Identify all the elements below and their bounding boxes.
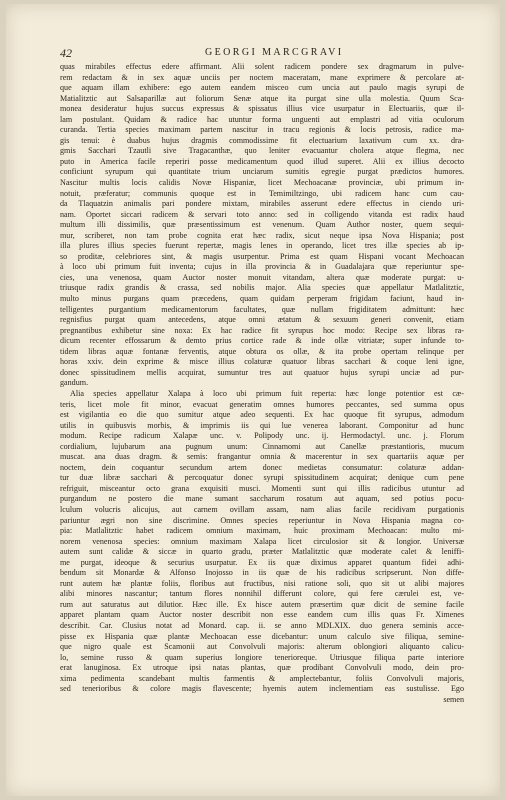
text-line: apparet plantam quam Auctor noster describit non esse eandem cum illis quas Fr. Ximenes [60, 610, 464, 620]
text-line: lculum volucris alicujus, aut carnem ovillam assam, nam alias facile recidivam purgationis [60, 504, 464, 514]
text-line: purgandum ne postero die mane sumant saccharum rosatum aut aquam, sed potius pocu- [60, 494, 464, 504]
text-line: pariuntur ægri non sine discrimine. Omnes species reperiuntur in Nova Hispania magna co- [60, 515, 464, 525]
text-line: Nascitur multis locis calidis Novæ Hispaniæ, licet Mechoacanæ provinciæ, ubi primum in- [60, 178, 464, 188]
text-line: multum illi dissimilis, quæ præsentissimum est venenum. Quam Author noster, quem sequi- [60, 220, 464, 230]
text-line: pisse ex Hispania quæ plantæ Mechoacan esse dicebantur: unum calculo sive filiqua, semine- [60, 631, 464, 641]
text-line: lam postulant. Quidam & radice hac utuntur forma unguenti aut emplastri ad vitia oculorum [60, 114, 464, 124]
text-line: monea desideratur hujus succus expressus & spissatus illius vice usurpatur in Electuariis, quæ il- [60, 104, 464, 114]
text-line: Alia species appellatur Xalapa à loco ubi primum fuit reperta: hæc longe potentior est cæ- [70, 388, 464, 398]
text-line: pia: Matlalitztic habet radicem omnium maximam, huic proximam Mechoacan: multo mi- [60, 526, 464, 536]
text-line: runt autem hæ plantæ foliis, floribus aut fructibus, nisi ratione soli, quo sit ut alibi majores [60, 578, 464, 588]
text-line: lo, semine russo & quam superius longiore tenerioreque. Utriusque filiqua parte interiore [60, 652, 464, 662]
text-line: illa plures illius species fuerunt repertæ, magis lenes in operando, licet tres illæ species ab ip- [60, 241, 464, 251]
text-line: tidem libras aquæ fontanæ ferventis, atque obtura os ollæ, & ita probe opertam relinque per [60, 346, 464, 356]
text-line: regnisfius purgat quam antecedens, atque omni ætatum & sexuum generi convenit, etiam [60, 315, 464, 325]
text-line: noctem, dein coquantur secundum artem donec medietas consumatur: colaturæ addan- [60, 462, 464, 472]
text-line: cies, una venenosa, quam Auctor noster monuit vitandam, altera quæ moderate purgat: u- [60, 272, 464, 282]
text-line: donec spissitudinem mellis acquirat, sumuntur tres aut quatuor hujus syrupi unciæ ad pur- [60, 367, 464, 377]
text-line: pregnantibus exhibetur sine noxa: Ex hac radice fit syrupus hoc modo: Recipe sex libras ra- [60, 325, 464, 335]
paragraph [60, 389, 464, 695]
text-line: à loco ubi primum fuit inventa; cujus in illa provincia & in Guadalajara quæ reperiuntur spe- [60, 262, 464, 272]
paragraph [60, 62, 464, 389]
book-page [6, 4, 500, 796]
text-line: que nigro quale est Scamonii aut Convolvuli majoris: alterum oblongiori aliquanto calicu- [60, 642, 464, 652]
text-line: puto in America facile reperiri posse medicamentum quod illud superet. Alii ex illius decocto [60, 156, 464, 166]
text-line: refriguit, misceantur octo grana exquisiti musci. Momenti sunt qui illis radicibus utuntur ad [60, 483, 464, 493]
text-line: rem redactam & in sex aquæ unciis per noctem maceratam, mane exprimere & percolare at- [60, 72, 464, 82]
text-line: alibi minores nascantur; tantum flores nonnihil differunt colore, qui fere cærulei est, ve- [60, 589, 464, 599]
text-line: curanda. Tertia species maximam partem nascitur in tracu regionis & locis petrosis, radice ma- [60, 125, 464, 135]
text-line: describit. Car. Clusius notat ad Monard. cap. ii. se anno MDLXIX. duo genera seminis acce- [60, 620, 464, 630]
text-line: gmis Sacchari Tzautli sive Tragacanthæ, quo leniter evacuantur cholera atque flegma, nec [60, 146, 464, 156]
text-line: triusque radix grandis & crassa, sed nobilis major. Alia species quæ appellatur Matlalitztic, [60, 283, 464, 293]
page-number: 42 [60, 46, 72, 60]
text-line: norem venenosa species: omnium maximam Xalapa licet circulosior sit & longior. Universæ [60, 536, 464, 546]
text-line: me purgat, ideoque & securius usurpatur. Ex iis quæ diximus apparet quantum fidei adhi- [60, 557, 464, 567]
text-line: teris, licet mole fit minor, evacuat generatim omnes humores peccantes, sed summa opus [60, 399, 464, 409]
text-line: gandum. [60, 378, 89, 388]
text-line: autem sunt calidæ & siccæ in quarto gradu, præter Matlalitztic quæ moderate calet & leniffi- [60, 547, 464, 557]
text-line: rum aut saturatus aut dilutior. Hæc ille. Ex hisce autem præsertim quæ dicit de semine facile [60, 599, 464, 609]
text-line: est vigilantia eo die quo sumitur atque adeo sequenti. Ex hac quoque fit syrupus, admodum [60, 410, 464, 420]
text-line: dicum recenter effossarum & demto prius cortice rade & inde ollæ vitriatæ; super infunde to- [60, 336, 464, 346]
text-line: gis tenui: è duabus hujus dragmis commodissime fit electuarium laxativum cum xx. dra- [60, 135, 464, 145]
text-line: que aquam illam exhibere: ego autem eandem misceo cum uncia aut paulo magis syrupi de [60, 83, 464, 93]
text-line: telligentes purgantium medicamentorum facultates, quæ nullam frigiditatem admittunt: hæc [60, 304, 464, 314]
text-body [60, 62, 464, 782]
text-line: utilis in quibusvis morbis, & imprimis iis qui lue venerea laborant. Componitur ad hunc [60, 420, 464, 430]
text-line: muscat. ana duas dragm. & semis: frangantur omnia & macerentur in sex quartariis aquæ per [60, 452, 464, 462]
text-line: sed tenerioribus & colore magis flavescente; hyemis autem inclementiam eas sustulisse. Ego [60, 684, 464, 694]
catchword: semen [443, 694, 464, 704]
text-line: so proditæ, celebriores sint, & magis usurpentur. Prima est quam Hispani vocant Mechoacan [60, 251, 464, 261]
text-line: nam. Oportet siccari radicem & servari toto anno: sed in colligendo vitanda est radix haud [60, 209, 464, 219]
text-line: horas xxiv. dein exprime & misce illius colaturæ quatuor libras sacchari & coque leni igne, [60, 357, 464, 367]
text-line: modum. Recipe radicum Xalapæ unc. v. Polipody unc. ij. Hermodactyl. unc. j. Florum [60, 431, 464, 441]
text-line: da Tlaquatzin animalis pari pondere mixtam, mirabiles asserunt edere effectus in ciendo uri- [60, 199, 464, 209]
page-header [60, 46, 464, 60]
text-line: conficiunt syrupum qui quantitate trium unciarum sumitis egregie purgat prædictos humores. [60, 167, 464, 177]
text-line: multo minus purgans quam præcedens, quam quidam perperam frigidam faciunt, haud in- [60, 294, 464, 304]
text-line: tur duæ libræ sacchari & percoquatur donec syrupi spissitudinem acquirat; denique cum pene [60, 473, 464, 483]
text-line: bendum sit Monardæ & Alfonso Inojosso in iis quæ de his radicibus scripserunt. Non diffe- [60, 568, 464, 578]
text-line: erat lanuginosa. Ex utroque ipsi natas plantas, quæ prodibant Convolvuli modo, dein pro- [60, 663, 464, 673]
text-line: mur, scriberet, non tam probe cognita erat hæc radix, sicut neque ipsa Nova Hispania; post [60, 230, 464, 240]
text-line: Matialitztic aut Salsaparillæ aut foliorum Senæ atque ita purgat sine ulla molestia. Quum Sca- [60, 93, 464, 103]
text-line: notuit, præferatur; communis quoque est in Temimiltzingo, ubi radicem hanc cum cau- [60, 188, 464, 198]
text-line: quas mirabiles effectus edere affirmant. Alii solent radicem pondere sex dragmarum in pulve- [60, 62, 464, 71]
text-line: cordialium, lujubarum ana pugnum unum: Cinnamomi aut Canellæ præstantioris, mucum [60, 441, 464, 451]
running-head: GEORGI MARCGRAVI [205, 47, 344, 58]
text-line: xima pedimenta scandebant multis farmentis & amplectebantur, foliis Convolvuli majoris, [60, 673, 464, 683]
